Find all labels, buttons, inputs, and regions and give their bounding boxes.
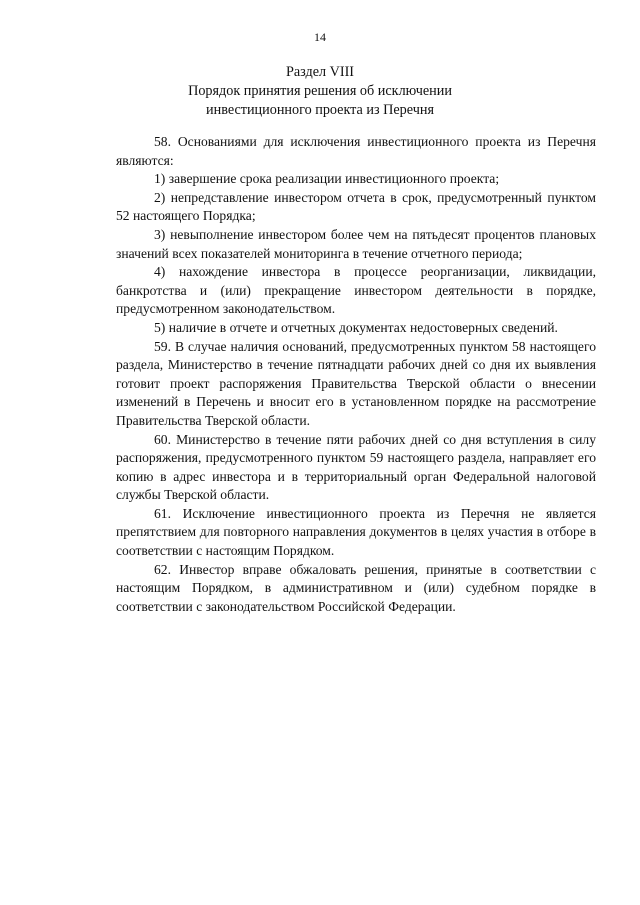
list-item-2: 2) непредставление инвестором отчета в срок, предусмотренный пунктом 52 настоящего Порядка; bbox=[116, 189, 596, 224]
section-subtitle-line-1: Порядок принятия решения об исключении bbox=[188, 83, 452, 99]
paragraph-60: 60. Министерство в течение пяти рабочих дней со дня вступления в силу распоряжения, предусмотренного пунктом 59 настоящего раздела, направляет его копию в адрес инвестора и в территориальный орган Федеральной налоговой службы Тверской области. bbox=[116, 431, 596, 503]
section-title: Раздел VIII bbox=[285, 64, 355, 80]
section-heading bbox=[100, 63, 540, 120]
paragraph-62: 62. Инвестор вправе обжаловать решения, принятые в соответствии с настоящим Порядком, в административном и (или) судебном порядке в соответствии с законодательством Российской Федерации. bbox=[116, 561, 596, 614]
list-item-3: 3) невыполнение инвестором более чем на пятьдесят процентов плановых значений всех показателей мониторинга в течение отчетного периода; bbox=[116, 226, 596, 261]
paragraph-59: 59. В случае наличия оснований, предусмотренных пунктом 58 настоящего раздела, Министерство в течение пятнадцати рабочих дней со дня их выявления готовит проект распоряжения Правительства Тверской области о внесении изменений в Перечень и вносит его в установленном порядке на рассмотрение Правительства Тверской области. bbox=[116, 338, 596, 428]
list-item-1: 1) завершение срока реализации инвестиционного проекта; bbox=[154, 171, 500, 187]
paragraph-61: 61. Исключение инвестиционного проекта из Перечня не является препятствием для повторного направления документов в целях участия в отборе в соответствии с настоящим Порядком. bbox=[116, 505, 596, 559]
list-item-4: 4) нахождение инвестора в процессе реорганизации, ликвидации, банкротства и (или) прекращение инвестором деятельности в порядке, предусмотренном законодательством. bbox=[116, 264, 596, 317]
section-subtitle-line-2: инвестиционного проекта из Перечня bbox=[206, 102, 434, 118]
paragraph-58: 58. Основаниями для исключения инвестиционного проекта из Перечня являются: bbox=[116, 134, 596, 168]
page-number: 14 bbox=[314, 30, 326, 44]
list-item-5: 5) наличие в отчете и отчетных документах недостоверных сведений. bbox=[154, 319, 558, 335]
document-body bbox=[116, 133, 596, 616]
